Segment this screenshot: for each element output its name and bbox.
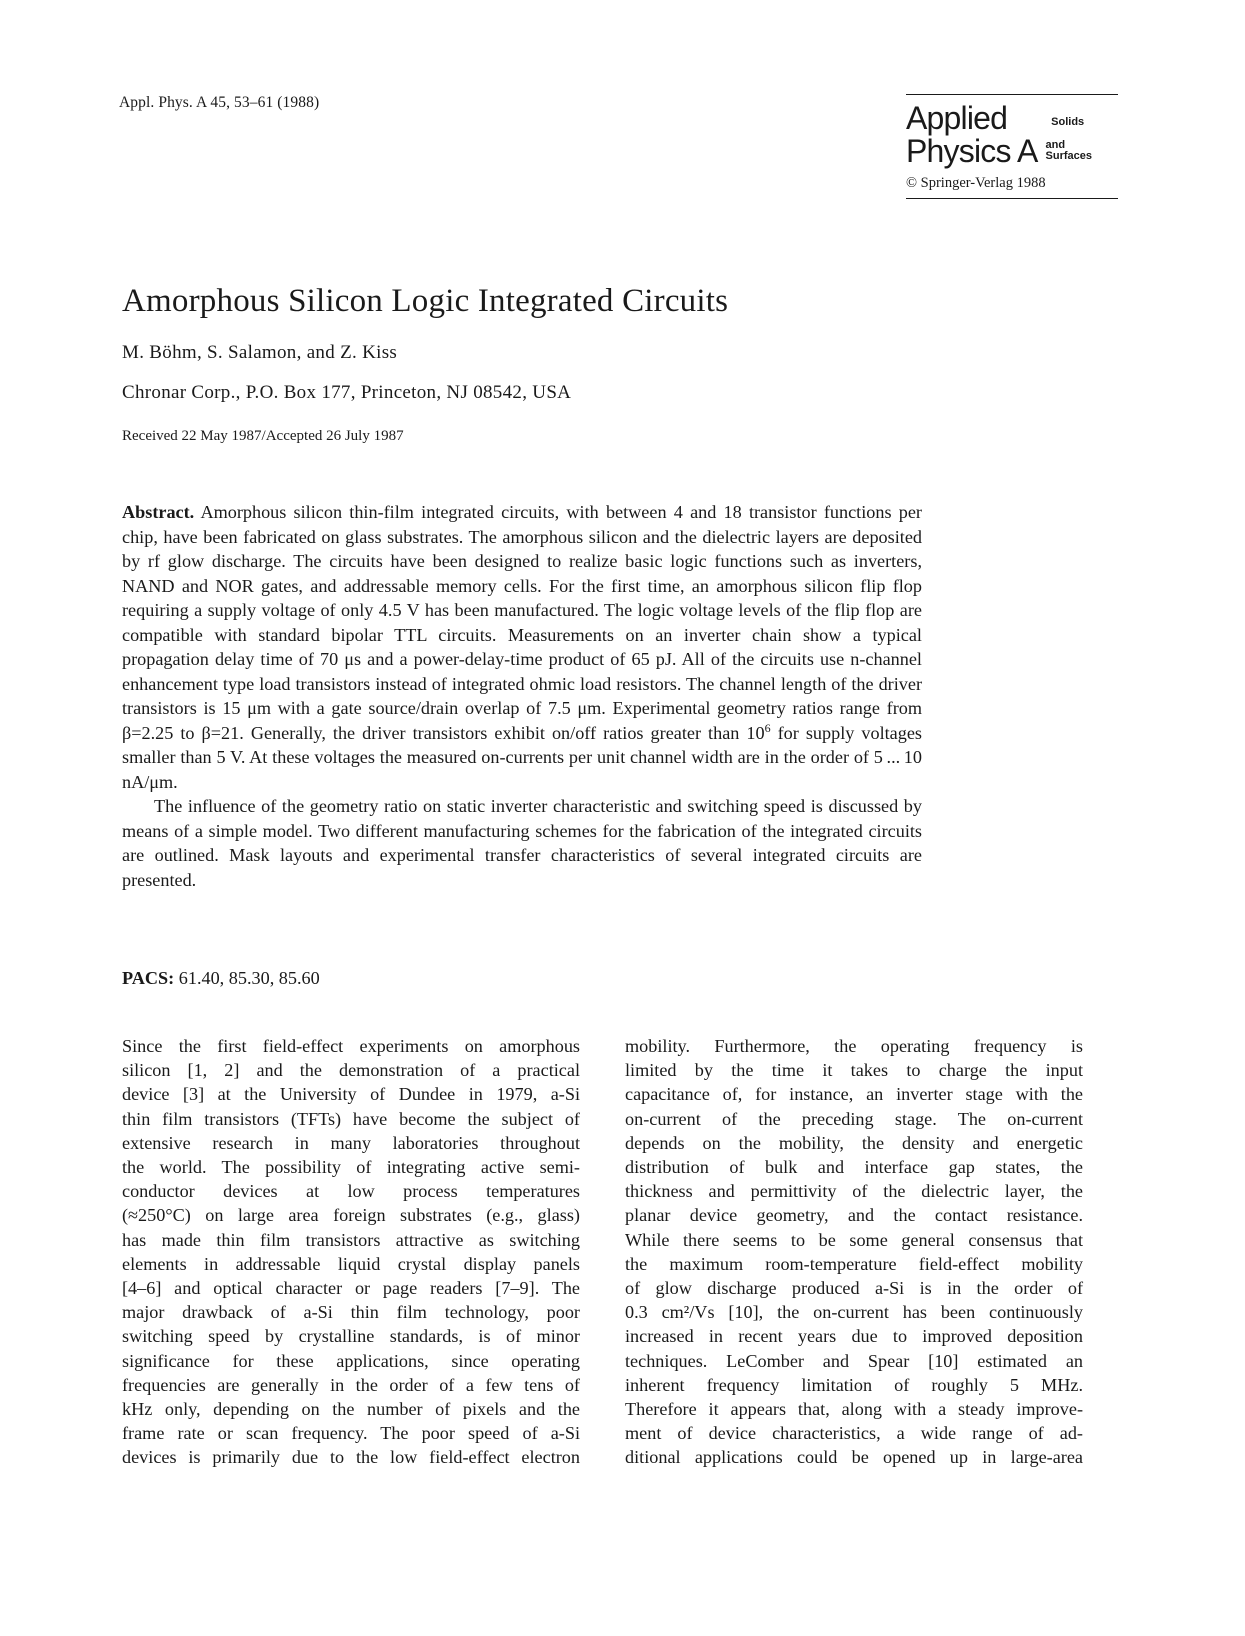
body-line: limited by the time it takes to charge the input [625, 1060, 1083, 1081]
body-line: extensive research in many laboratories throughout [122, 1132, 580, 1153]
body-line: thickness and permittivity of the dielectric layer, the [625, 1181, 1083, 1202]
pacs-label: PACS: [122, 968, 175, 988]
body-line: devices is primarily due to the low field-effect electron [122, 1447, 580, 1468]
journal-logo [906, 94, 1118, 199]
body-line: inherent frequency limitation of roughly 5 MHz. [625, 1374, 1083, 1395]
journal-citation: Appl. Phys. A 45, 53–61 (1988) [119, 94, 320, 111]
body-line: mobility. Furthermore, the operating frequency is [625, 1036, 1083, 1056]
body-line: has made thin film transistors attractive as switching [122, 1229, 580, 1250]
body-line: silicon [1, 2] and the demonstration of a practical [122, 1060, 580, 1081]
body-line: significance for these applications, since operating [122, 1350, 580, 1371]
body-line: the world. The possibility of integrating active semi- [122, 1157, 580, 1178]
abstract-paragraph-1 [122, 500, 922, 794]
article-authors: M. Böhm, S. Salamon, and Z. Kiss [122, 342, 398, 363]
body-line: increased in recent years due to improved deposition [625, 1326, 1083, 1347]
body-line: of glow discharge produced a-Si is in the order of [625, 1278, 1083, 1299]
article-title: Amorphous Silicon Logic Integrated Circuits [122, 283, 729, 319]
body-line: ment of device characteristics, a wide range of ad- [625, 1423, 1083, 1444]
body-line: distribution of bulk and interface gap states, the [625, 1157, 1083, 1178]
body-line: While there seems to be some general consensus that [625, 1229, 1083, 1250]
received-dates: Received 22 May 1987/Accepted 26 July 1987 [122, 428, 404, 444]
body-line: on-current of the preceding stage. The on-current [625, 1108, 1083, 1129]
section-solids: Solids [1051, 116, 1085, 128]
abstract-superscript: 6 [764, 720, 771, 735]
body-line: capacitance of, for instance, an inverter stage with the [625, 1084, 1083, 1105]
section-surfaces: Surfaces [1045, 149, 1093, 162]
body-line: depends on the mobility, the density and energetic [625, 1132, 1083, 1153]
body-line: frame rate or scan frequency. The poor speed of a-Si [122, 1423, 580, 1444]
journal-name-line2: Physics A [906, 132, 1038, 169]
body-column-left [122, 1034, 580, 1470]
body-line: ditional applications could be opened up in large-area [625, 1447, 1083, 1468]
pacs-value: 61.40, 85.30, 85.60 [174, 968, 320, 988]
abstract-text-a: Amorphous silicon thin-film integrated circuits, with between 4 and 18 transistor functions per chip, have been fabricated on glass substrates. The amorphous silicon and the dielectric layers are deposited by rf glow discharge. The circuits have been designed to realize basic logic functions such as inverters, NAND and NOR gates, and addressable memory cells. For the first time, an amorphous silicon flip flop requiring a supply voltage of only 4.5 V has been manufactured. The logic voltage levels of the flip flop are compatible with standard bipolar TTL circuits. Measurements on an inverter chain show a typical propagation delay time of 70 μs and a power-delay-time product of 65 pJ. All of the circuits use n-channel enhancement type load transistors instead of integrated ohmic load resistors. The channel length of the driver transistors is 15 μm with a gate source/drain overlap of 7.5 μm. Experimental geometry ratios range from β=2.25 to β=21. Generally, the driver transistors exhibit on/off ratios greater than 10 [122, 502, 922, 743]
body-line: elements in addressable liquid crystal display panels [122, 1253, 580, 1274]
body-line: techniques. LeComber and Spear [10] estimated an [625, 1350, 1083, 1371]
pacs-codes [122, 968, 320, 989]
logo-bottom-rule [906, 198, 1118, 199]
body-line: 0.3 cm²/Vs [10], the on-current has been continuously [625, 1302, 1083, 1323]
abstract-paragraph-2: The influence of the geometry ratio on static inverter characteristic and switching speed is discussed by means of a simple model. Two different manufacturing schemes for the fabrication of the integrated circuits are outlined. Mask layouts and experimental transfer characteristics of several integrated circuits are presented. [122, 796, 922, 890]
logo-top-rule [906, 94, 1118, 95]
abstract [122, 500, 922, 892]
journal-name-line1: Applied [906, 99, 1008, 136]
body-line: the maximum room-temperature field-effect mobility [625, 1253, 1083, 1274]
body-line: (≈250°C) on large area foreign substrates (e.g., glass) [122, 1205, 580, 1226]
body-line: Since the first field-effect experiments on amorphous [122, 1036, 580, 1056]
abstract-text-b: for supply voltages smaller than 5 V. At these voltages the measured on-currents per unit channel width are in the order of 5 ... 10 nA/μm. [122, 722, 922, 792]
body-line: Therefore it appears that, along with a steady improve- [625, 1399, 1083, 1420]
body-line: planar device geometry, and the contact resistance. [625, 1205, 1083, 1226]
body-column-right [625, 1034, 1083, 1470]
body-line: frequencies are generally in the order of a few tens of [122, 1374, 580, 1395]
article-affiliation: Chronar Corp., P.O. Box 177, Princeton, NJ 08542, USA [122, 382, 572, 403]
body-line: conductor devices at low process temperatures [122, 1181, 580, 1202]
body-line: kHz only, depending on the number of pixels and the [122, 1399, 580, 1420]
body-line: thin film transistors (TFTs) have become the subject of [122, 1108, 580, 1129]
body-line: major drawback of a-Si thin film technology, poor [122, 1302, 580, 1323]
copyright-notice: © Springer-Verlag 1988 [906, 175, 1046, 191]
abstract-label: Abstract. [122, 502, 195, 522]
body-line: [4–6] and optical character or page readers [7–9]. The [122, 1278, 580, 1299]
section-and: and [1045, 138, 1066, 151]
body-line: switching speed by crystalline standards, is of minor [122, 1326, 580, 1347]
body-line: device [3] at the University of Dundee in 1979, a-Si [122, 1084, 580, 1105]
